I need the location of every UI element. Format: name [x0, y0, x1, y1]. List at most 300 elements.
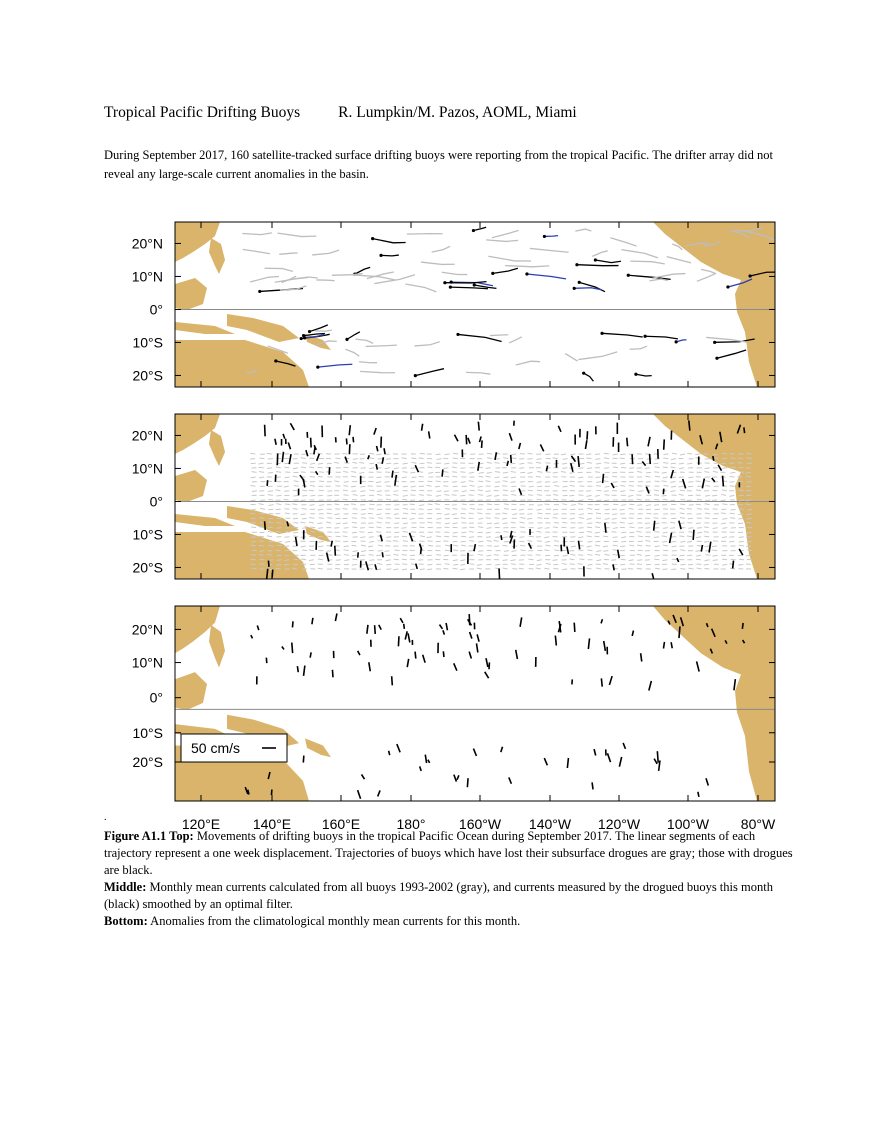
mean-current-arrow: [284, 467, 289, 468]
mean-current-arrow: [695, 454, 700, 455]
monthly-current-arrow: [306, 450, 308, 456]
drifter-track: [577, 265, 619, 266]
mean-current-arrow: [485, 481, 490, 482]
mean-current-arrow: [604, 458, 609, 459]
mean-current-arrow: [528, 495, 533, 496]
monthly-current-arrow: [603, 474, 604, 483]
mean-current-arrow: [520, 545, 525, 546]
mean-current-arrow: [537, 490, 542, 491]
mean-current-arrow: [411, 458, 416, 459]
anomaly-arrow: [467, 778, 468, 787]
mean-current-arrow: [310, 527, 315, 528]
mean-current-arrow: [538, 528, 543, 529]
lat-label: 20°S: [132, 367, 163, 384]
mean-current-arrow: [453, 550, 458, 551]
mean-current-arrow: [268, 545, 273, 546]
mean-current-arrow: [713, 528, 718, 529]
monthly-current-arrow: [501, 535, 502, 540]
monthly-current-arrow: [368, 455, 369, 459]
mean-current-arrow: [494, 523, 499, 524]
anomaly-arrow: [292, 621, 293, 627]
mean-current-arrow: [645, 476, 650, 477]
mean-current-arrow: [469, 531, 474, 532]
lat-label: 10°S: [132, 724, 163, 741]
mean-current-arrow: [612, 476, 617, 477]
mean-current-arrow: [721, 523, 726, 524]
anomaly-arrow: [304, 666, 305, 676]
drifter-position: [300, 337, 303, 340]
mean-current-arrow: [738, 458, 743, 459]
mean-current-arrow: [452, 536, 457, 537]
mean-current-arrow: [629, 490, 634, 491]
drifter-position: [726, 285, 729, 288]
mean-current-arrow: [444, 472, 449, 473]
mean-current-arrow: [704, 541, 709, 542]
mean-current-arrow: [252, 491, 257, 492]
lon-label: 180°: [396, 816, 426, 832]
mean-current-arrow: [378, 518, 383, 519]
mean-current-arrow: [571, 546, 576, 547]
mean-current-arrow: [520, 527, 525, 528]
mean-current-arrow: [529, 536, 534, 537]
anomaly-arrow: [485, 672, 489, 678]
landmass: [209, 430, 225, 466]
mean-current-arrow: [411, 513, 416, 514]
mean-current-arrow: [637, 560, 642, 561]
anomaly-arrow: [362, 774, 365, 779]
mean-current-arrow: [595, 554, 600, 555]
mean-current-arrow: [712, 546, 717, 547]
mean-current-arrow: [452, 508, 457, 509]
mean-current-arrow: [604, 481, 609, 482]
mean-current-arrow: [637, 499, 642, 500]
mean-current-arrow: [655, 546, 660, 547]
mean-current-arrow: [277, 555, 282, 556]
mean-current-arrow: [620, 454, 625, 455]
mean-current-arrow: [268, 531, 273, 532]
mean-current-arrow: [511, 494, 516, 495]
mean-current-arrow: [545, 528, 550, 529]
monthly-current-arrow: [689, 420, 690, 430]
mean-current-arrow: [503, 490, 508, 491]
monthly-current-arrow: [377, 446, 378, 451]
monthly-current-arrow: [468, 438, 470, 444]
mean-current-arrow: [317, 453, 322, 454]
anomaly-arrow: [446, 623, 447, 630]
mean-current-arrow: [335, 568, 340, 569]
mean-current-arrow: [563, 486, 568, 487]
monthly-current-arrow: [474, 544, 475, 551]
anomaly-arrow: [623, 743, 625, 749]
mean-current-arrow: [444, 495, 449, 496]
caption-top-label: Figure A1.1 Top:: [104, 829, 194, 843]
mean-current-arrow: [343, 490, 348, 491]
mean-current-arrow: [620, 463, 625, 464]
mean-current-arrow: [403, 541, 408, 542]
mean-current-arrow: [477, 564, 482, 565]
mean-current-arrow: [654, 518, 659, 519]
report-title: Tropical Pacific Drifting Buoys: [104, 104, 301, 121]
mean-current-arrow: [570, 454, 575, 455]
mean-current-arrow: [688, 486, 693, 487]
anomaly-arrow: [389, 751, 390, 755]
drifter-position: [371, 237, 374, 240]
anomaly-arrow: [398, 636, 399, 646]
drifter-position: [715, 357, 718, 360]
mean-current-arrow: [319, 505, 324, 506]
drifter-track: [374, 275, 415, 284]
mean-current-arrow: [537, 560, 542, 561]
mean-current-arrow: [461, 518, 466, 519]
mean-current-arrow: [427, 462, 432, 463]
mean-current-arrow: [562, 522, 567, 523]
caption-middle: [104, 879, 804, 913]
mean-current-arrow: [503, 560, 508, 561]
monthly-current-arrow: [376, 464, 377, 470]
mean-current-arrow: [267, 453, 272, 454]
mean-current-arrow: [629, 527, 634, 528]
mean-current-arrow: [562, 563, 567, 564]
drifter-track: [667, 257, 691, 263]
mean-current-arrow: [746, 537, 751, 538]
mean-current-arrow: [595, 545, 600, 546]
drifter-track: [652, 274, 685, 279]
mean-current-arrow: [343, 499, 348, 500]
mean-current-arrow: [586, 458, 591, 459]
mean-current-arrow: [268, 472, 273, 473]
mean-current-arrow: [419, 500, 424, 501]
mean-current-arrow: [377, 564, 382, 565]
mean-current-arrow: [478, 476, 483, 477]
mean-current-arrow: [528, 453, 533, 454]
mean-current-arrow: [419, 527, 424, 528]
mean-current-arrow: [478, 554, 483, 555]
monthly-current-arrow: [578, 541, 579, 549]
monthly-current-arrow: [567, 547, 569, 555]
mean-current-arrow: [553, 472, 558, 473]
anomaly-arrow: [734, 679, 735, 690]
mean-current-arrow: [436, 500, 441, 501]
monthly-current-arrow: [466, 435, 467, 444]
mean-current-arrow: [460, 495, 465, 496]
mean-current-arrow: [587, 541, 592, 542]
mean-current-arrow: [351, 486, 356, 487]
mean-current-arrow: [310, 495, 315, 496]
landmass: [305, 526, 331, 542]
mean-current-arrow: [604, 500, 609, 501]
mean-current-arrow: [519, 509, 524, 510]
mean-current-arrow: [302, 490, 307, 491]
anomaly-arrow: [392, 676, 393, 685]
monthly-current-arrow: [578, 456, 579, 467]
mean-current-arrow: [671, 569, 676, 570]
mean-current-arrow: [670, 467, 675, 468]
mean-current-arrow: [578, 537, 583, 538]
mean-current-arrow: [351, 476, 356, 477]
mean-current-arrow: [494, 518, 499, 519]
mean-current-arrow: [259, 532, 264, 533]
lat-label: 10°N: [131, 654, 163, 671]
mean-current-arrow: [511, 551, 516, 552]
drifter-track: [565, 354, 577, 361]
anomaly-arrow: [379, 625, 381, 630]
landmass: [209, 625, 225, 668]
mean-current-arrow: [529, 559, 534, 560]
mean-current-arrow: [537, 495, 542, 496]
mean-current-arrow: [344, 550, 349, 551]
mean-current-arrow: [680, 454, 685, 455]
anomaly-arrow: [375, 625, 376, 634]
mean-current-arrow: [578, 564, 583, 565]
lon-label: 160°W: [458, 816, 502, 832]
mean-current-arrow: [353, 495, 358, 496]
mean-current-arrow: [713, 482, 718, 483]
mean-current-arrow: [436, 555, 441, 556]
mean-current-arrow: [628, 495, 633, 496]
mean-current-arrow: [369, 555, 374, 556]
mean-current-arrow: [663, 477, 668, 478]
mean-current-arrow: [620, 485, 625, 486]
mean-current-arrow: [662, 560, 667, 561]
mean-current-arrow: [596, 551, 601, 552]
anomaly-arrow: [469, 652, 471, 659]
mean-current-arrow: [494, 555, 499, 556]
mean-current-arrow: [285, 504, 290, 505]
mean-current-arrow: [721, 494, 726, 495]
mean-current-arrow: [637, 554, 642, 555]
mean-current-arrow: [520, 518, 525, 519]
drifter-track: [592, 251, 607, 257]
monthly-current-arrow: [282, 452, 283, 462]
monthly-current-arrow: [670, 533, 672, 543]
drifter-track: [584, 373, 594, 381]
mean-current-arrow: [412, 477, 417, 478]
mean-current-arrow: [318, 546, 323, 547]
mean-current-arrow: [294, 495, 299, 496]
mean-current-arrow: [678, 486, 683, 487]
anomaly-arrow: [609, 676, 612, 685]
lat-label: 20°S: [132, 559, 163, 576]
mean-current-arrow: [688, 528, 693, 529]
mean-current-arrow: [369, 453, 374, 454]
mean-current-arrow: [351, 491, 356, 492]
drifter-track: [544, 236, 558, 237]
mean-current-arrow: [712, 495, 717, 496]
anomaly-arrow: [404, 624, 405, 629]
intro-paragraph: During September 2017, 160 satellite-tracked surface drifting buoys were reporting from the tropical Pacific. The drifter array did not reveal any large-scale current anomalies in the basin.: [104, 148, 773, 181]
monthly-current-arrow: [346, 438, 347, 444]
mean-current-arrow: [385, 468, 390, 469]
mean-current-arrow: [469, 564, 474, 565]
mean-current-arrow: [605, 518, 610, 519]
mean-current-arrow: [478, 494, 483, 495]
monthly-current-arrow: [375, 564, 376, 570]
anomaly-arrow: [520, 617, 522, 626]
mean-current-arrow: [637, 545, 642, 546]
mean-current-arrow: [579, 517, 584, 518]
mean-current-arrow: [269, 541, 274, 542]
drifter-track: [509, 337, 522, 343]
anomaly-arrow: [604, 641, 606, 651]
mean-current-arrow: [386, 459, 391, 460]
lat-label: 20°S: [132, 754, 163, 770]
monthly-current-arrow: [349, 425, 350, 435]
mean-current-arrow: [746, 482, 751, 483]
mean-current-arrow: [722, 458, 727, 459]
mean-current-arrow: [679, 463, 684, 464]
mean-current-arrow: [603, 546, 608, 547]
caption-bottom-text: Anomalies from the climatological monthly mean currents for this month.: [147, 914, 521, 928]
mean-current-arrow: [662, 481, 667, 482]
mean-current-arrow: [284, 486, 289, 487]
monthly-current-arrow: [709, 542, 711, 553]
mean-current-arrow: [569, 559, 574, 560]
mean-current-arrow: [353, 537, 358, 538]
landmass: [735, 658, 775, 801]
mean-current-arrow: [738, 523, 743, 524]
mean-current-arrow: [519, 568, 524, 569]
mean-current-arrow: [596, 463, 601, 464]
drifter-track: [701, 269, 716, 273]
mean-current-arrow: [376, 472, 381, 473]
mean-current-arrow: [276, 471, 281, 472]
mean-current-arrow: [419, 495, 424, 496]
mean-current-arrow: [410, 518, 415, 519]
mean-current-arrow: [655, 568, 660, 569]
mean-current-arrow: [494, 486, 499, 487]
mean-current-arrow: [436, 481, 441, 482]
mean-current-arrow: [672, 546, 677, 547]
mean-current-arrow: [587, 554, 592, 555]
anomaly-arrow: [407, 659, 408, 667]
mean-current-arrow: [747, 541, 752, 542]
mean-current-arrow: [301, 546, 306, 547]
mean-current-arrow: [393, 463, 398, 464]
mean-current-arrow: [511, 477, 516, 478]
mean-current-arrow: [595, 527, 600, 528]
mean-current-arrow: [259, 458, 264, 459]
mean-current-arrow: [386, 518, 391, 519]
mean-current-arrow: [410, 559, 415, 560]
mean-current-arrow: [302, 550, 307, 551]
anomaly-arrow: [671, 642, 672, 648]
map-panel-bottom: [132, 606, 775, 801]
mean-current-arrow: [705, 481, 710, 482]
mean-current-arrow: [537, 518, 542, 519]
drifter-position: [644, 335, 647, 338]
mean-current-arrow: [654, 490, 659, 491]
mean-current-arrow: [462, 491, 467, 492]
mean-current-arrow: [570, 518, 575, 519]
mean-current-arrow: [544, 550, 549, 551]
mean-current-arrow: [746, 546, 751, 547]
mean-current-arrow: [722, 537, 727, 538]
mean-current-arrow: [680, 541, 685, 542]
mean-current-arrow: [687, 541, 692, 542]
mean-current-arrow: [427, 509, 432, 510]
mean-current-arrow: [462, 504, 467, 505]
mean-current-arrow: [536, 568, 541, 569]
mean-current-arrow: [478, 486, 483, 487]
mean-current-arrow: [587, 550, 592, 551]
mean-current-arrow: [511, 454, 516, 455]
mean-current-arrow: [444, 491, 449, 492]
mean-current-arrow: [511, 500, 516, 501]
mean-current-arrow: [705, 459, 710, 460]
mean-current-arrow: [437, 459, 442, 460]
landmass: [227, 506, 299, 534]
drifter-track: [315, 330, 332, 331]
mean-current-arrow: [486, 468, 491, 469]
mean-current-arrow: [537, 513, 542, 514]
anomaly-arrow: [592, 782, 593, 789]
mean-current-arrow: [687, 508, 692, 509]
drifter-track: [706, 337, 746, 342]
monthly-current-arrow: [671, 470, 673, 478]
mean-current-arrow: [276, 568, 281, 569]
anomaly-arrow: [400, 618, 403, 623]
mean-current-arrow: [410, 504, 415, 505]
mean-current-arrow: [469, 500, 474, 501]
drifter-track: [415, 369, 444, 376]
mean-current-arrow: [284, 499, 289, 500]
mean-current-arrow: [368, 500, 373, 501]
mean-current-arrow: [419, 555, 424, 556]
mean-current-arrow: [259, 477, 264, 478]
drifter-maps: [0, 210, 887, 832]
anomaly-arrow: [303, 756, 304, 763]
mean-current-arrow: [318, 463, 323, 464]
mean-current-arrow: [250, 459, 255, 460]
map-panel-middle: [132, 414, 775, 580]
mean-current-arrow: [503, 477, 508, 478]
monthly-current-arrow: [511, 455, 512, 463]
monthly-current-arrow: [712, 478, 715, 482]
mean-current-arrow: [327, 513, 332, 514]
drifter-track: [490, 335, 508, 336]
mean-current-arrow: [403, 472, 408, 473]
mean-current-arrow: [317, 523, 322, 524]
mean-current-arrow: [730, 472, 735, 473]
drifter-position: [575, 263, 578, 266]
mean-current-arrow: [486, 491, 491, 492]
mean-current-arrow: [596, 486, 601, 487]
mean-current-arrow: [671, 541, 676, 542]
mean-current-arrow: [587, 531, 592, 532]
monthly-current-arrow: [507, 461, 508, 466]
mean-current-arrow: [629, 508, 634, 509]
mean-current-arrow: [737, 463, 742, 464]
mean-current-arrow: [546, 563, 551, 564]
mean-current-arrow: [352, 555, 357, 556]
mean-current-arrow: [428, 472, 433, 473]
mean-current-arrow: [386, 541, 391, 542]
mean-current-arrow: [695, 458, 700, 459]
mean-current-arrow: [444, 555, 449, 556]
mean-current-arrow: [604, 453, 609, 454]
mean-current-arrow: [344, 555, 349, 556]
mean-current-arrow: [495, 537, 500, 538]
anomaly-arrow: [423, 655, 425, 663]
mean-current-arrow: [369, 518, 374, 519]
mean-current-arrow: [705, 485, 710, 486]
mean-current-arrow: [638, 536, 643, 537]
mean-current-arrow: [251, 555, 256, 556]
mean-current-arrow: [510, 560, 515, 561]
mean-current-arrow: [369, 463, 374, 464]
monthly-current-arrow: [366, 561, 369, 570]
mean-current-arrow: [739, 537, 744, 538]
